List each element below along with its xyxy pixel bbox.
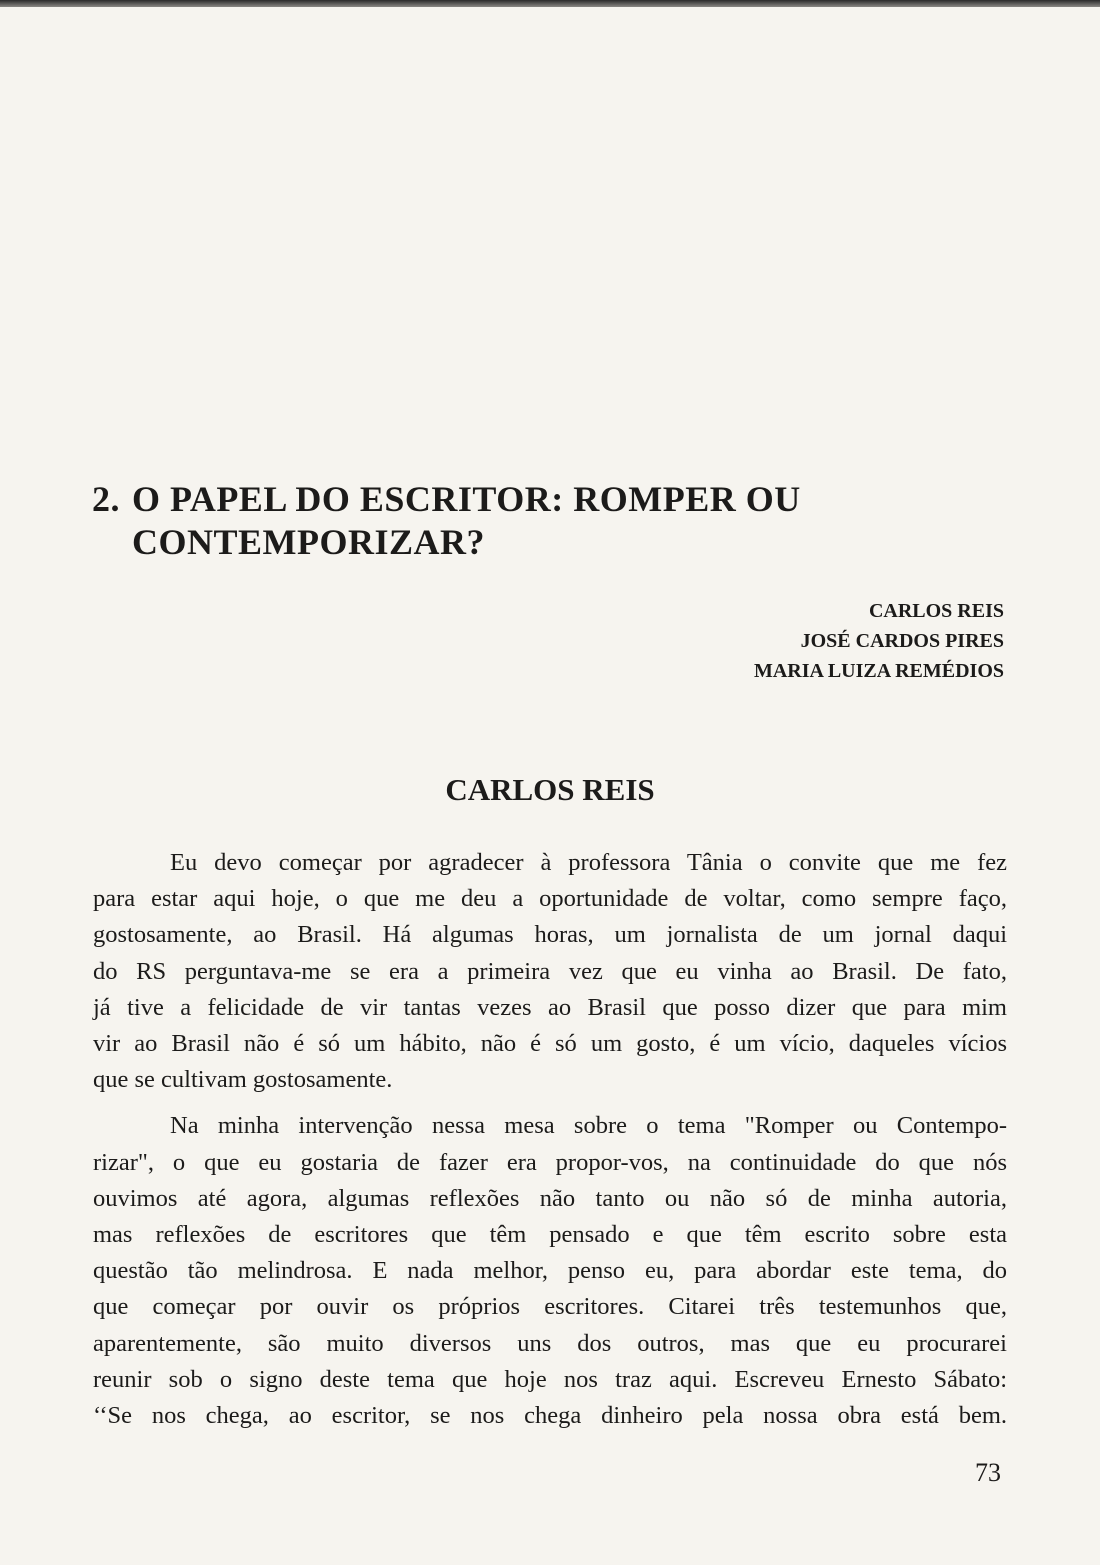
- author-name: JOSÉ CARDOS PIRES: [800, 630, 1004, 652]
- author-name: MARIA LUIZA REMÉDIOS: [753, 660, 1004, 682]
- text-line: mas reflexões de escritores que têm pensado e que têm escrito sobre esta: [93, 1221, 1007, 1249]
- text-line: do RS perguntava-me se era a primeira vez que eu vinha ao Brasil. De fato,: [93, 957, 1007, 985]
- text-line: para estar aqui hoje, o que me deu a oportunidade de voltar, como sempre faço,: [93, 885, 1007, 913]
- text-line: que se cultivam gostosamente.: [93, 1066, 393, 1094]
- text-line: aparentemente, são muito diversos uns dos outros, mas que eu procurarei: [93, 1329, 1007, 1357]
- text-line: já tive a felicidade de vir tantas vezes ao Brasil que posso dizer que para mim: [93, 993, 1007, 1021]
- text-line: rizar", o que eu gostaria de fazer era propor-vos, na continuidade do que nós: [93, 1148, 1007, 1176]
- body-text: [93, 845, 1007, 1434]
- chapter-title-line-2: CONTEMPORIZAR?: [132, 522, 486, 562]
- author-list: [754, 596, 1004, 686]
- text-line: questão tão melindrosa. E nada melhor, penso eu, para abordar este tema, do: [93, 1257, 1007, 1285]
- chapter-heading: [92, 478, 992, 564]
- paragraph: [93, 845, 1007, 1098]
- page-number: 73: [975, 1458, 1001, 1487]
- text-line: vir ao Brasil não é só um hábito, não é só um gosto, é um vício, daqueles vícios: [93, 1030, 1007, 1058]
- text-line: que começar por ouvir os próprios escritores. Citarei três testemunhos que,: [93, 1293, 1007, 1321]
- text-line: gostosamente, ao Brasil. Há algumas horas, um jornalista de um jornal daqui: [93, 921, 1007, 949]
- chapter-title-line-1: O PAPEL DO ESCRITOR: ROMPER OU: [132, 479, 801, 519]
- text-line: ouvimos até agora, algumas reflexões não tanto ou não só de minha autoria,: [93, 1184, 1007, 1212]
- text-line: Eu devo começar por agradecer à professora Tânia o convite que me fez: [170, 849, 1007, 876]
- scan-top-edge: [0, 0, 1100, 7]
- text-line: ‘‘Se nos chega, ao escritor, se nos chega dinheiro pela nossa obra está bem.: [93, 1402, 1007, 1430]
- paragraph: [93, 1108, 1007, 1434]
- chapter-number: 2.: [92, 479, 120, 519]
- text-line: Na minha intervenção nessa mesa sobre o tema "Romper ou Contempo-: [170, 1112, 1007, 1140]
- author-name: CARLOS REIS: [868, 600, 1004, 622]
- section-title: CARLOS REIS: [445, 772, 655, 807]
- text-line: reunir sob o signo deste tema que hoje nos traz aqui. Escreveu Ernesto Sábato:: [93, 1365, 1007, 1393]
